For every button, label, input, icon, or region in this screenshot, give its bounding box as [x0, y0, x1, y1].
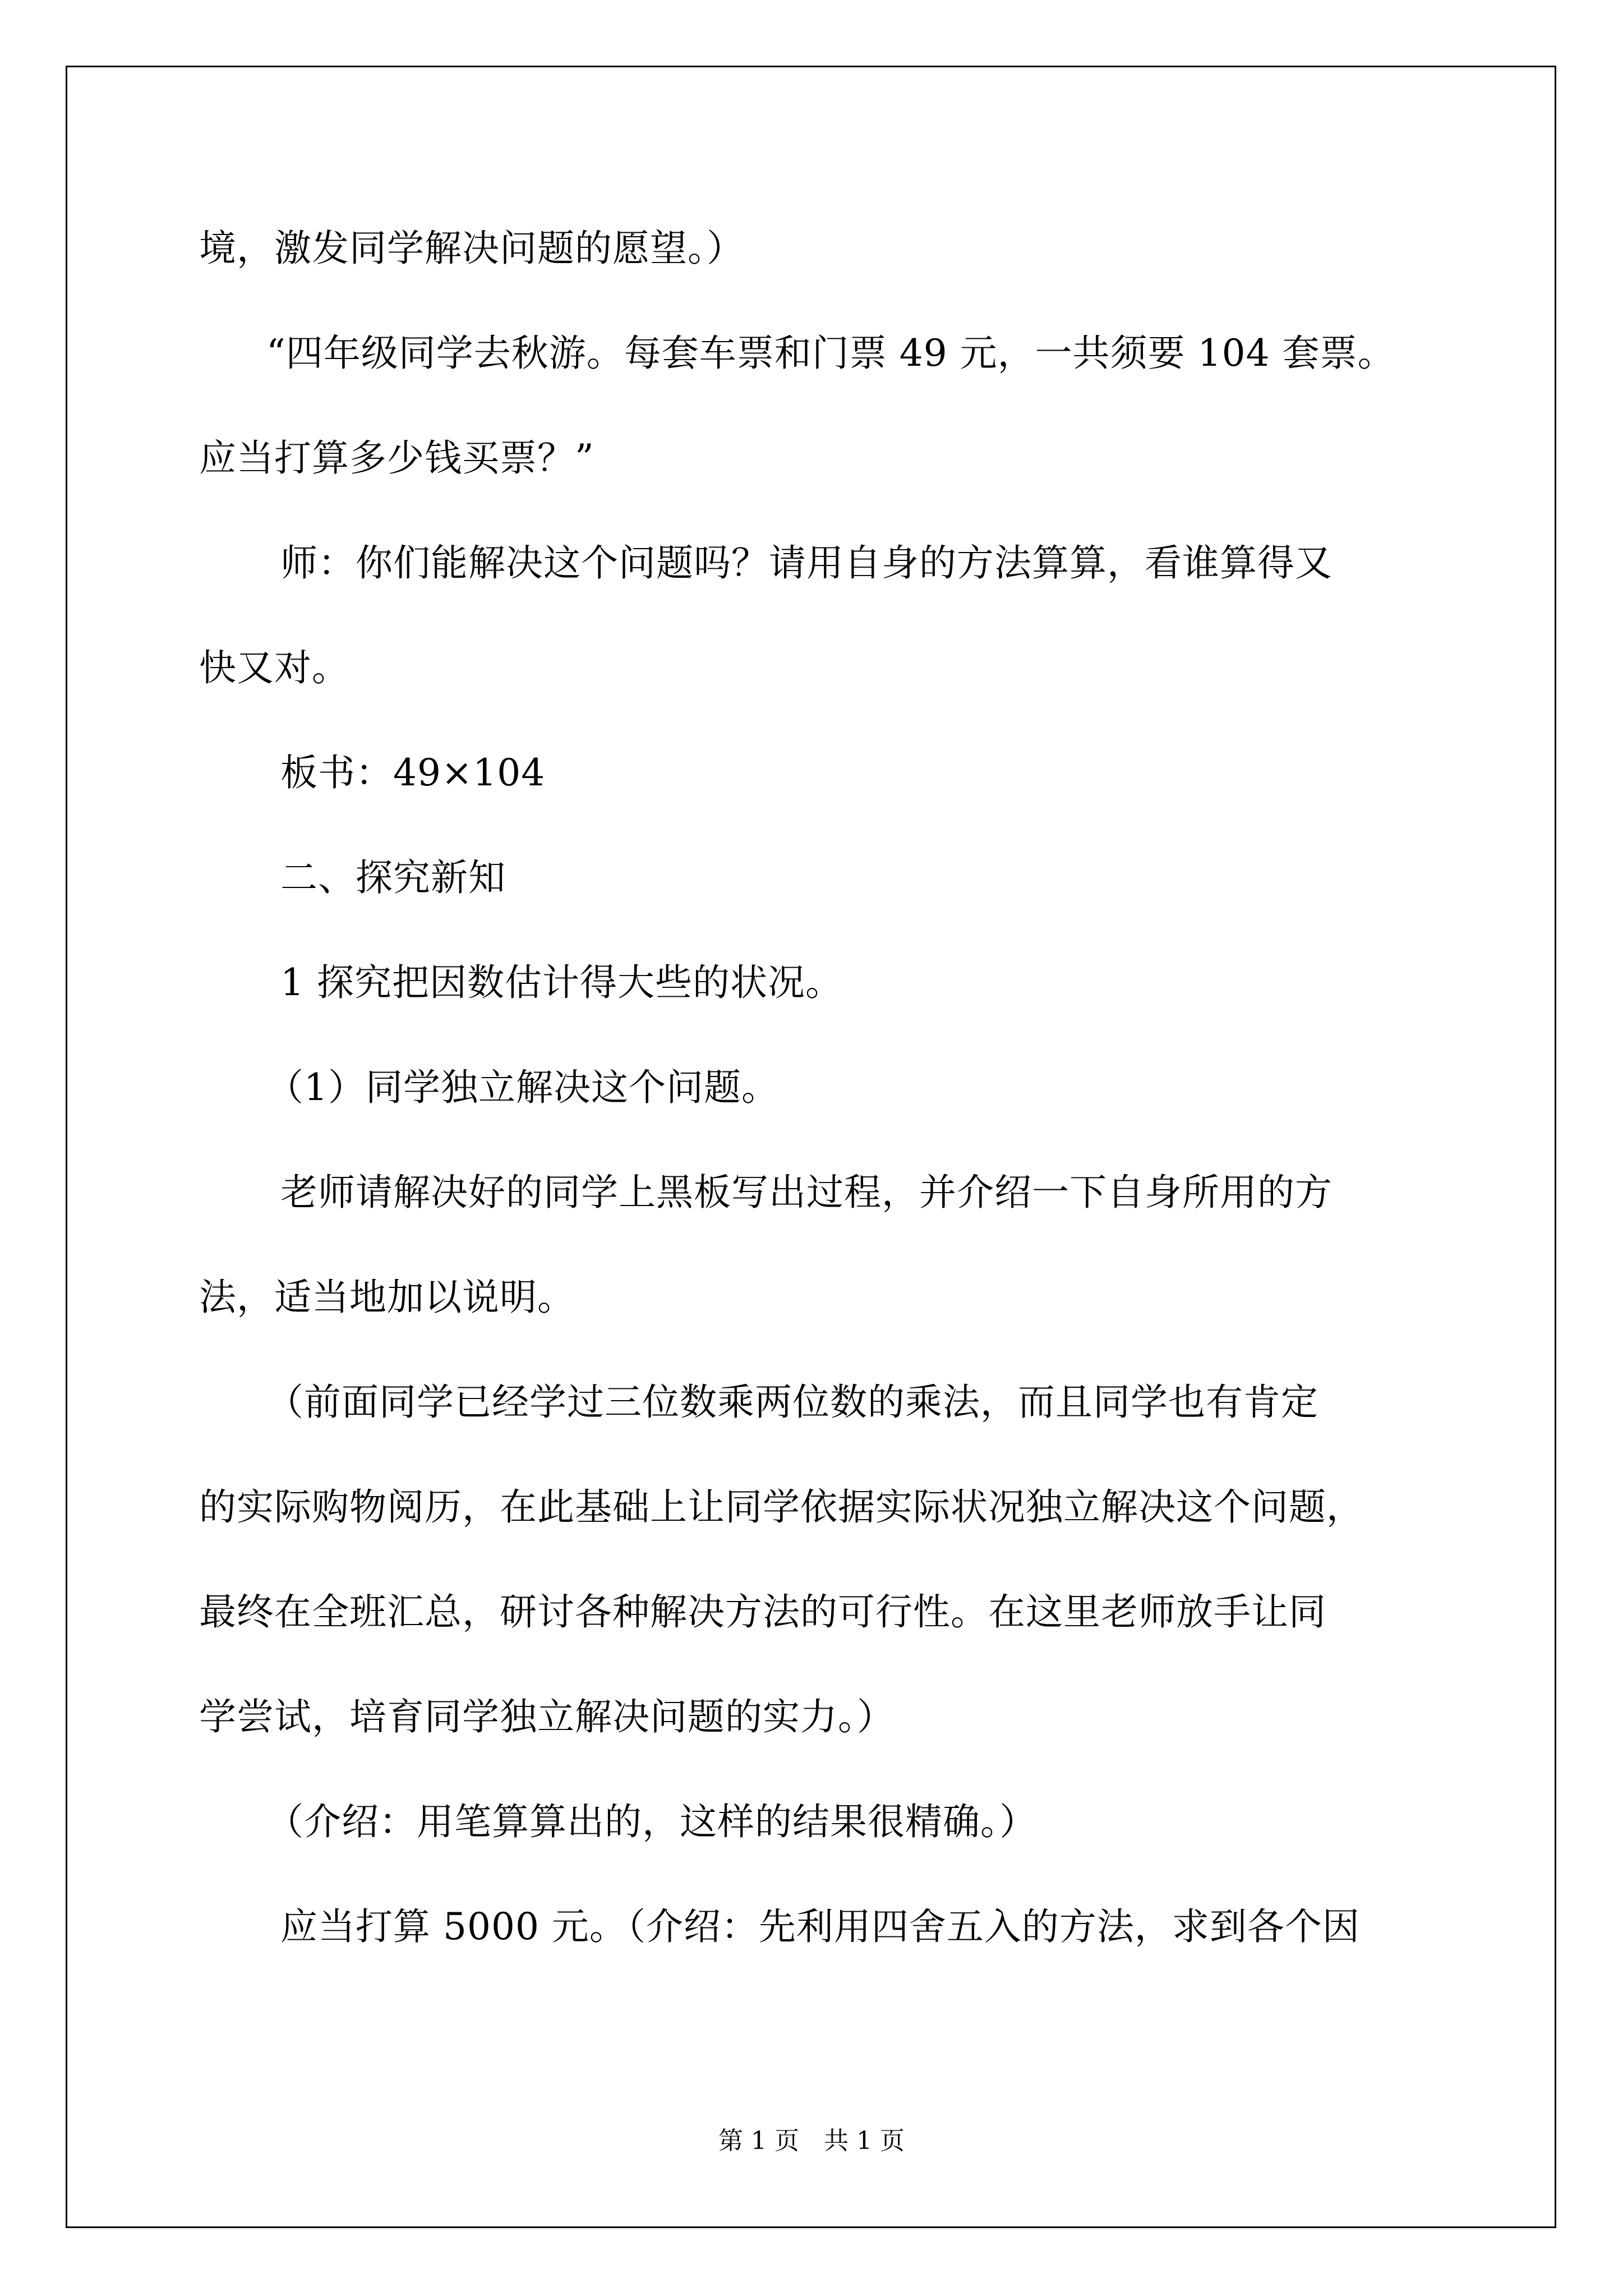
paragraph-line: （介绍：用笔算算出的，这样的结果很精确。）: [266, 1800, 1037, 1843]
page-number-footer: 第 1 页 共 1 页: [718, 2127, 905, 2155]
paragraph-line: 境，激发同学解决问题的愿望。）: [199, 227, 744, 270]
paragraph-line: 板书：49×104: [280, 751, 546, 794]
paragraph-line: 法，适当地加以说明。: [199, 1276, 575, 1319]
paragraph-line: （前面同学已经学过三位数乘两位数的乘法，而且同学也有肯定: [266, 1381, 1318, 1424]
page-border: [66, 66, 1556, 2228]
paragraph-line: 应当打算 5000 元。（介绍：先利用四舍五入的方法，求到各个因: [280, 1905, 1360, 1948]
paragraph-line: “四年级同学去秋游。每套车票和门票 49 元，一共须要 104 套票。: [266, 332, 1395, 375]
paragraph-line: 师：你们能解决这个问题吗？请用自身的方法算算，看谁算得又: [280, 541, 1332, 585]
paragraph-line: 最终在全班汇总，研讨各种解决方法的可行性。在这里老师放手让同: [199, 1590, 1326, 1634]
paragraph-line: （1）同学独立解决这个问题。: [266, 1066, 779, 1109]
paragraph-line: 老师请解决好的同学上黑板写出过程，并介绍一下自身所用的方: [280, 1171, 1332, 1214]
paragraph-line: 应当打算多少钱买票？”: [199, 436, 594, 480]
paragraph-line: 的实际购物阅历，在此基础上让同学依据实际状况独立解决这个问题，: [199, 1485, 1364, 1529]
paragraph-line: 1 探究把因数估计得大些的状况。: [280, 961, 843, 1004]
paragraph-line: 学尝试，培育同学独立解决问题的实力。）: [199, 1695, 895, 1738]
section-heading: 二、探究新知: [280, 856, 506, 899]
paragraph-line: 快又对。: [199, 646, 349, 689]
